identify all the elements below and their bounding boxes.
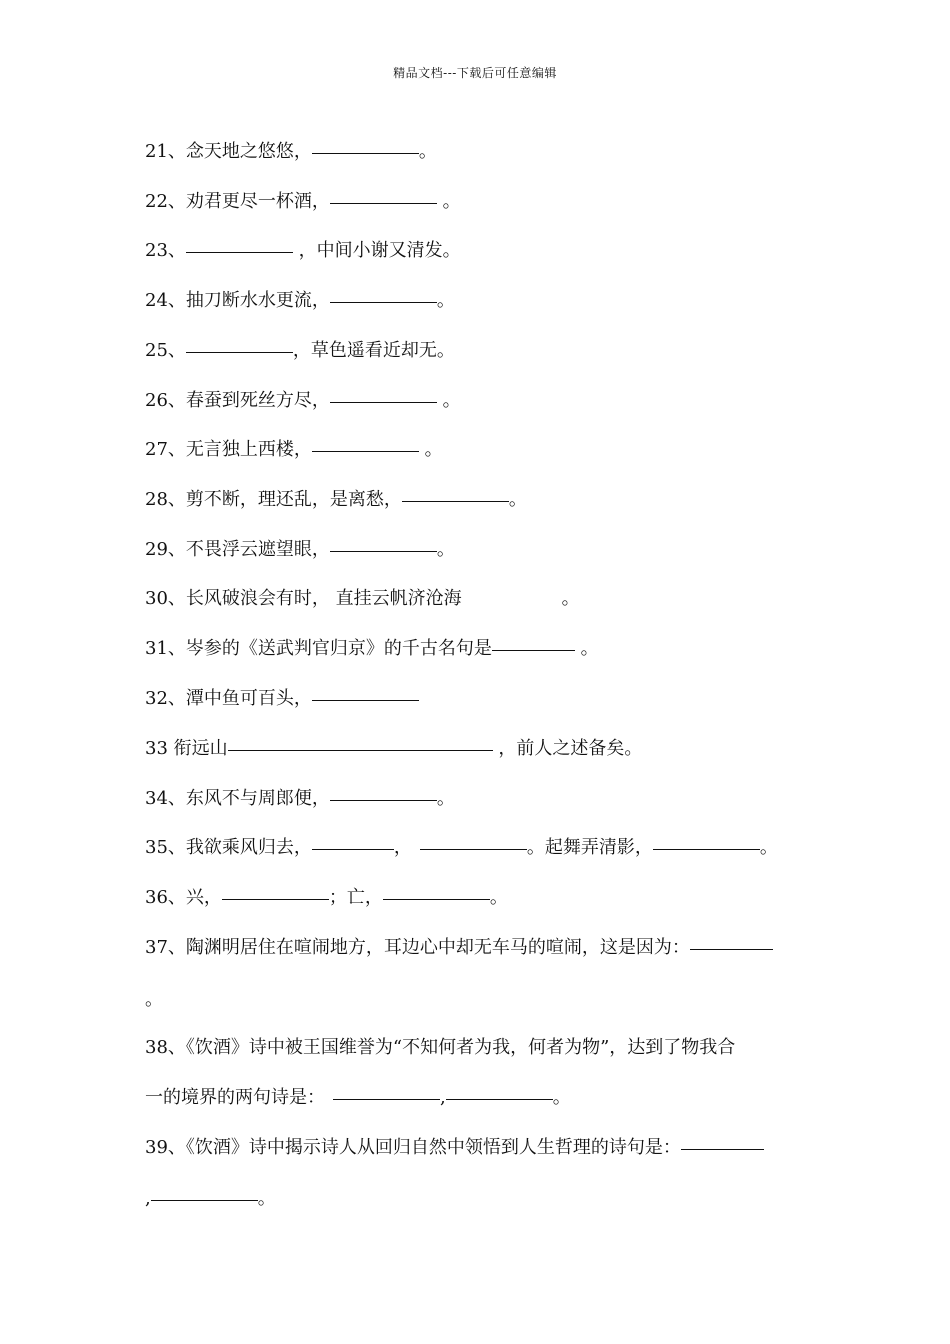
question-39-sep: , <box>145 1188 151 1209</box>
question-30-text: 30、长风破浪会有时， 直挂云帆济沧海 <box>145 588 462 609</box>
question-29-text: 29、不畏浮云遮望眼， <box>145 539 330 560</box>
answer-blank[interactable] <box>312 699 419 701</box>
question-24-text: 24、抽刀断水水更流， <box>145 290 330 311</box>
question-36 <box>145 885 508 911</box>
question-35-end: 。 <box>759 837 778 858</box>
answer-blank[interactable] <box>492 649 575 651</box>
question-37-text: 37、陶渊明居住在喧闹地方，耳边心中却无车马的喧闹，这是因为： <box>145 937 690 958</box>
answer-blank[interactable] <box>312 152 419 154</box>
answer-blank[interactable] <box>681 1148 764 1150</box>
question-21-end: 。 <box>418 141 437 162</box>
question-37 <box>145 935 773 961</box>
question-34 <box>145 786 455 812</box>
answer-blank[interactable] <box>333 1098 440 1100</box>
question-33-end: ，前人之述备矣。 <box>492 738 643 759</box>
question-21-text: 21、念天地之悠悠， <box>145 141 312 162</box>
question-35 <box>145 835 778 861</box>
answer-blank[interactable] <box>446 1098 553 1100</box>
question-39-text: 39、《饮酒》诗中揭示诗人从回归自然中领悟到人生哲理的诗句是： <box>145 1137 681 1158</box>
question-36-end: 。 <box>489 887 508 908</box>
answer-blank[interactable] <box>690 948 773 950</box>
answer-blank[interactable] <box>228 749 493 751</box>
question-28-text: 28、剪不断，理还乱，是离愁， <box>145 489 402 510</box>
question-21 <box>145 139 437 165</box>
question-27 <box>145 437 443 463</box>
question-24-end: 。 <box>436 290 455 311</box>
answer-blank[interactable] <box>222 898 329 900</box>
question-25 <box>145 338 455 364</box>
question-23-end: ，中间小谢又清发。 <box>292 240 461 261</box>
answer-blank[interactable] <box>151 1199 258 1201</box>
question-33 <box>145 736 642 762</box>
question-39-cont <box>145 1186 276 1212</box>
answer-blank[interactable] <box>330 202 437 204</box>
question-23-text: 23、 <box>145 240 186 261</box>
question-34-text: 34、东风不与周郎便， <box>145 788 330 809</box>
question-32 <box>145 686 419 712</box>
question-29 <box>145 537 455 563</box>
question-31 <box>145 636 599 662</box>
question-38-end: 。 <box>552 1087 571 1108</box>
question-35-mid: 。起舞弄清影， <box>526 837 653 858</box>
question-28 <box>145 487 527 513</box>
answer-blank[interactable] <box>383 898 490 900</box>
answer-blank[interactable] <box>186 251 293 253</box>
answer-blank[interactable] <box>420 848 527 850</box>
question-26 <box>145 388 461 414</box>
answer-blank[interactable] <box>330 301 437 303</box>
question-39 <box>145 1135 764 1161</box>
question-38 <box>145 1035 735 1061</box>
question-25-text: 25、 <box>145 340 186 361</box>
question-36-text: 36、兴， <box>145 887 222 908</box>
answer-blank[interactable] <box>312 848 394 850</box>
question-38-text: 38、《饮酒》诗中被王国维誉为“不知何者为我，何者为物”，达到了物我合 <box>145 1037 736 1058</box>
answer-blank[interactable] <box>186 351 293 353</box>
answer-blank[interactable] <box>330 550 437 552</box>
question-30 <box>145 586 580 612</box>
question-25-end: ，草色遥看近却无。 <box>292 340 455 361</box>
question-27-text: 27、无言独上西楼， <box>145 439 312 460</box>
question-22-text: 22、劝君更尽一杯酒， <box>145 191 330 212</box>
question-35-sep: ， <box>393 837 412 858</box>
page-header: 精品文档---下载后可任意编辑 <box>393 66 557 80</box>
answer-blank[interactable] <box>653 848 760 850</box>
question-27-end: 。 <box>418 439 443 460</box>
question-24 <box>145 288 455 314</box>
question-29-end: 。 <box>436 539 455 560</box>
question-26-end: 。 <box>436 390 461 411</box>
question-28-end: 。 <box>508 489 527 510</box>
question-37-cont <box>145 987 163 1013</box>
answer-blank[interactable] <box>330 401 437 403</box>
question-23 <box>145 238 461 264</box>
question-31-end: 。 <box>574 638 599 659</box>
question-36-mid: ；亡， <box>328 887 383 908</box>
answer-blank[interactable] <box>312 450 419 452</box>
question-22 <box>145 189 461 215</box>
question-33-text: 33 衔远山 <box>145 738 228 759</box>
question-38-sep: , <box>440 1087 446 1108</box>
question-37-end: 。 <box>145 989 163 1010</box>
question-38-cont <box>145 1085 571 1111</box>
question-35-text: 35、我欲乘风归去， <box>145 837 312 858</box>
question-26-text: 26、春蚕到死丝方尽， <box>145 390 330 411</box>
answer-blank[interactable] <box>402 500 509 502</box>
question-31-text: 31、岑参的《送武判官归京》的千古名句是 <box>145 638 492 659</box>
question-30-end: 。 <box>561 588 580 609</box>
question-22-end: 。 <box>436 191 461 212</box>
question-32-text: 32、潭中鱼可百头， <box>145 688 312 709</box>
answer-blank[interactable] <box>330 799 437 801</box>
question-39-end: 。 <box>257 1188 276 1209</box>
question-34-end: 。 <box>436 788 455 809</box>
question-38-text-2: 一的境界的两句诗是： <box>145 1087 325 1108</box>
